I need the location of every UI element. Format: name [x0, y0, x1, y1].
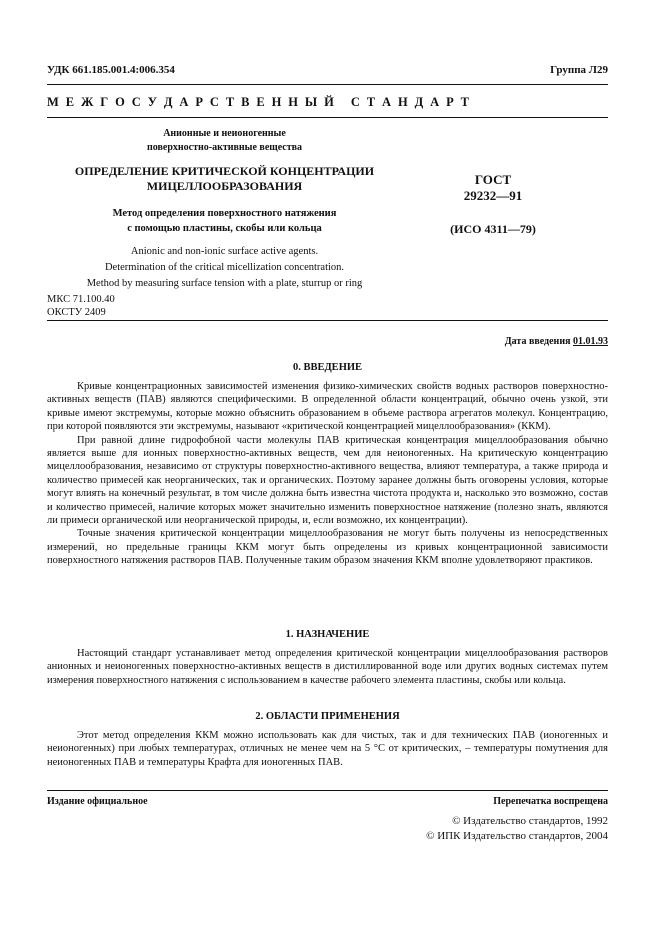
official-edition: Издание официальное: [47, 796, 148, 807]
group-code: Группа Л29: [550, 64, 608, 76]
footer-rule: [47, 790, 608, 791]
category-line-2: поверхностно-активные вещества: [146, 142, 303, 153]
document-subtitle: [47, 206, 402, 236]
copyright-line-1: © Издательство стандартов, 1992: [452, 815, 608, 827]
english-title: [47, 244, 402, 292]
section-0-body: [47, 380, 608, 568]
section-0-paragraph-2: При равной длине гидрофобной части молекулы ПАВ критическая концентрация мицеллообразования обычно является выше для ионных поверхностно-активных веществ, чем для неионогенных. На критическую концентрацию мицеллообразования, независимо от структуры поверхностно-активного вещества, влияют температура, а также природа и количество примесей как неорганических, так и органических. Поэтому заранее должны быть оговорены условия, которые могут влиять на конечный результат, в том числе должна быть известна чистота продукта и, насколько это возможно, состав и количество примесей, наличие которых может значительно изменить поверхностное натяжение (полезно знать, являются ли примеси органической или неорганической природы, и, если возможно, их концентрации).: [47, 434, 608, 527]
gost-designation: [418, 172, 568, 204]
intro-date-label: Дата введения: [504, 336, 571, 347]
okstu-code: ОКСТУ 2409: [47, 307, 106, 318]
title-line-2: МИЦЕЛЛООБРАЗОВАНИЯ: [146, 179, 303, 193]
section-2-body: [47, 729, 608, 769]
gost-number: 29232—91: [463, 188, 523, 203]
english-line-1: Anionic and non-ionic surface active agents.: [130, 246, 319, 257]
section-1-heading: 1. НАЗНАЧЕНИЕ: [285, 629, 370, 640]
section-1-body: [47, 647, 608, 687]
copyright-block: [426, 814, 608, 844]
subtitle-line-2: с помощью пластины, скобы или кольца: [127, 223, 322, 234]
category-line-1: Анионные и неионогенные: [163, 128, 286, 139]
udk-code: УДК 661.185.001.4:006.354: [47, 64, 175, 76]
copyright-line-2: © ИПК Издательство стандартов, 2004: [426, 830, 608, 842]
title-block-rule: [47, 320, 608, 321]
section-2-heading: 2. ОБЛАСТИ ПРИМЕНЕНИЯ: [255, 711, 400, 722]
document-title: [47, 164, 402, 194]
header-rule-bottom: [47, 117, 608, 118]
category: [47, 127, 402, 155]
section-0-paragraph-1: Кривые концентрационных зависимостей изменения физико-химических свойств водных растворов поверхностно-активных веществ (ПАВ) являются специфическими. В определенной области концентраций, обычно очень узкой, эти кривые имеют экстремумы, которые можно объяснить образованием в объеме раствора агрегатов молекул. Концентрацию, при которой появляются эти экстремумы, называют «критической концентрацией мицеллообразования» (ККМ).: [47, 381, 608, 433]
intro-date: [505, 336, 608, 347]
section-0-heading: 0. ВВЕДЕНИЕ: [292, 362, 363, 373]
reprint-notice: Перепечатка воспрещена: [493, 796, 608, 807]
gost-label: ГОСТ: [474, 172, 512, 187]
title-line-1: ОПРЕДЕЛЕНИЕ КРИТИЧЕСКОЙ КОНЦЕНТРАЦИИ: [74, 164, 375, 178]
section-1-paragraph-1: Настоящий стандарт устанавливает метод определения критической концентрации мицеллообразования растворов анионных и неионогенных поверхностно-активных веществ в дистиллированной воде или других водных системах путем измерения поверхностного натяжения с использованием в качестве рабочего элемента пластины, скобы или кольца.: [47, 648, 608, 686]
iso-reference: (ИСО 4311—79): [450, 222, 536, 236]
english-line-2: Determination of the critical micellization concentration.: [104, 262, 345, 273]
section-0-paragraph-3: Точные значения критической концентрации мицеллообразования не могут быть получены из непосредственных измерений, но предельные границы ККМ могут быть определены из кривых концентрационной зависимости поверхностного натяжения растворов ПАВ. Полученные таким образом значения ККМ вполне удовлетворяют практиков.: [47, 528, 608, 567]
mks-code: МКС 71.100.40: [47, 294, 115, 305]
intro-date-value: 01.01.93: [573, 336, 608, 347]
subtitle-line-1: Метод определения поверхностного натяжения: [112, 208, 337, 219]
header-rule-top: [47, 84, 608, 85]
standard-banner: М Е Ж Г О С У Д А Р С Т В Е Н Н Ы Й С Т А Н Д А Р Т: [47, 95, 471, 109]
english-line-3: Method by measuring surface tension with a plate, sturrup or ring: [86, 278, 363, 289]
classification-codes: [47, 293, 115, 319]
section-2-paragraph-1: Этот метод определения ККМ можно использовать как для чистых, так и для технических ПАВ (ионогенных и неионогенных) при любых температурах, отличных не менее чем на 5 °С от критических, – температуры помутнения для неионогенных ПАВ и температуры Крафта для ионогенных ПАВ.: [47, 730, 608, 768]
